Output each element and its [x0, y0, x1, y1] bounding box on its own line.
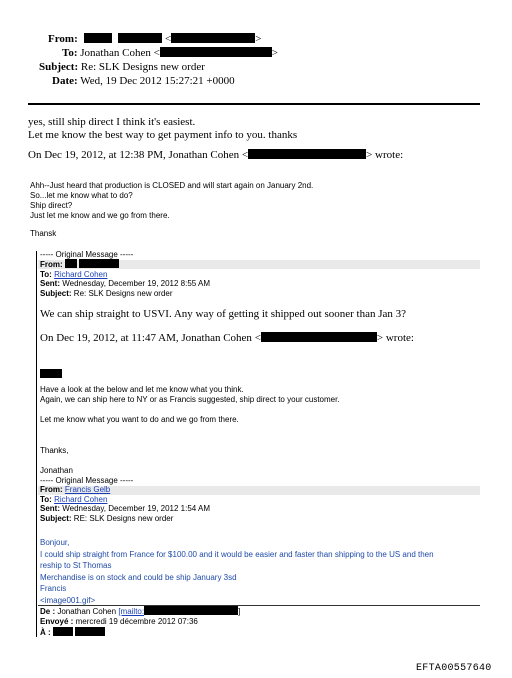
mailto-link[interactable]: [mailto: [118, 607, 145, 616]
to-row: To: Jonathan Cohen < > [62, 47, 279, 59]
message-line: Have a look at the below and let me know what you think. [40, 385, 244, 394]
subject-label: Subject: [40, 288, 72, 298]
from-label: From: [48, 33, 78, 45]
header-divider [28, 103, 480, 105]
message-thanks: Thanks, [40, 446, 69, 455]
redaction-bar [84, 33, 112, 43]
subject-label: Subject: [40, 513, 72, 523]
message-body [40, 385, 340, 405]
redaction-bar [144, 606, 241, 616]
to-link[interactable]: Richard Cohen [54, 269, 108, 279]
to-label: To: [62, 47, 78, 59]
orig-to-row [40, 270, 210, 280]
orig-subject-row [40, 289, 210, 299]
greeting-redaction [40, 364, 62, 382]
orig-sent-row [40, 504, 210, 514]
attribution-text: On Dec 19, 2012, at 12:38 PM, Jonathan Cohen [28, 149, 240, 161]
message-line: Just let me know and we go from there. [30, 211, 170, 220]
sent-label: Sent: [40, 504, 60, 513]
reply-line: Let me know the best way to get payment info to you. thanks [28, 129, 298, 141]
french-message-body [40, 537, 434, 606]
a-label: À : [40, 628, 51, 637]
redaction-bar [248, 149, 366, 159]
a-row [40, 627, 240, 638]
french-header [40, 606, 240, 638]
orig-to-row [40, 495, 210, 505]
attribution-suffix: > wrote: [376, 332, 414, 344]
subject-text: Re: SLK Designs new order [73, 288, 173, 298]
to-label: To: [40, 494, 52, 504]
subject-text: Re: SLK Designs new order [80, 61, 205, 73]
date-label: Date: [52, 75, 78, 87]
original-header-fields [40, 485, 210, 523]
image-placeholder: <image001.gif> [40, 595, 96, 605]
redaction-bar [261, 332, 377, 342]
message-closing: Thansk [30, 229, 57, 238]
message-line: Let me know what you want to do and we go from there. [40, 415, 239, 424]
redaction-bar [160, 47, 272, 57]
from-row: From: < > [48, 33, 262, 45]
original-header-fields [40, 259, 210, 298]
to-label: To: [40, 269, 52, 279]
attribution-line: On Dec 19, 2012, at 11:47 AM, Jonathan Cohen < > wrote: [40, 332, 414, 344]
subject-row [39, 60, 205, 74]
original-divider: ----- Original Message ----- [40, 476, 134, 485]
subject-text: RE: SLK Designs new order [73, 513, 174, 523]
message-line: So...let me know what to do? [30, 191, 133, 200]
de-name: Jonathan Cohen [57, 607, 117, 616]
orig-sent-row [40, 279, 210, 289]
attribution-line: On Dec 19, 2012, at 12:38 PM, Jonathan Cohen < > wrote: [28, 149, 404, 161]
orig-from-row [40, 485, 210, 495]
sent-text: Wednesday, December 19, 2012 1:54 AM [62, 504, 211, 513]
de-label: De : [40, 607, 56, 616]
redaction-bar [171, 33, 255, 43]
sent-label: Sent: [40, 279, 60, 288]
date-text: Wed, 19 Dec 2012 15:27:21 +0000 [80, 75, 235, 87]
message-signature: Jonathan [40, 466, 73, 475]
orig-from-row [40, 259, 210, 270]
orig-subject-row [40, 514, 210, 524]
message-body [30, 181, 313, 221]
original-divider: ----- Original Message ----- [40, 250, 134, 259]
quote-border [36, 251, 37, 637]
attribution-suffix: > wrote: [366, 149, 404, 161]
redaction-bar [118, 33, 162, 43]
message-line: Again, we can ship here to NY or as Francis suggested, ship direct to your customer. [40, 395, 340, 404]
message-line: Ship direct? [30, 201, 73, 210]
from-label: From: [40, 260, 63, 269]
redaction-bar [65, 259, 77, 268]
envoye-text: mercredi 19 décembre 2012 07:36 [75, 617, 198, 626]
attribution-text: On Dec 19, 2012, at 11:47 AM, Jonathan Cohen [40, 332, 252, 344]
reply-body [28, 116, 297, 142]
document-id: EFTA00557640 [416, 663, 492, 674]
message-line: I could ship straight from France for $100.00 and it would be easier and faster than shipping to the US and then [40, 549, 434, 559]
quoted-body: We can ship straight to USVI. Any way of getting it shipped out sooner than Jan 3? [40, 308, 407, 320]
from-link[interactable]: Francis Gelb [64, 485, 111, 494]
sent-text: Wednesday, December 19, 2012 8:55 AM [62, 279, 211, 288]
envoye-row [40, 617, 240, 627]
redaction-bar [75, 627, 105, 636]
redaction-bar [79, 259, 119, 268]
message-signature: Francis [40, 584, 67, 593]
date-row [52, 74, 235, 88]
message-line: Merchandise is on stock and could be ship January 3sd [40, 572, 237, 582]
reply-line: yes, still ship direct I think it's easiest. [28, 116, 196, 128]
redaction-bar [40, 369, 62, 378]
to-link[interactable]: Richard Cohen [54, 494, 108, 504]
message-line: reship to St Thomas [40, 561, 112, 570]
message-greeting: Bonjour, [40, 538, 70, 547]
message-line: Ahh--Just heard that production is CLOSED and will start again on January 2nd. [30, 181, 314, 190]
from-label: From: [40, 485, 63, 494]
de-row [40, 606, 240, 617]
to-name: Jonathan Cohen [80, 47, 151, 59]
subject-label: Subject: [39, 61, 79, 73]
redaction-bar [53, 627, 73, 636]
mailto-end: ] [238, 607, 241, 616]
envoye-label: Envoyé : [40, 617, 74, 626]
